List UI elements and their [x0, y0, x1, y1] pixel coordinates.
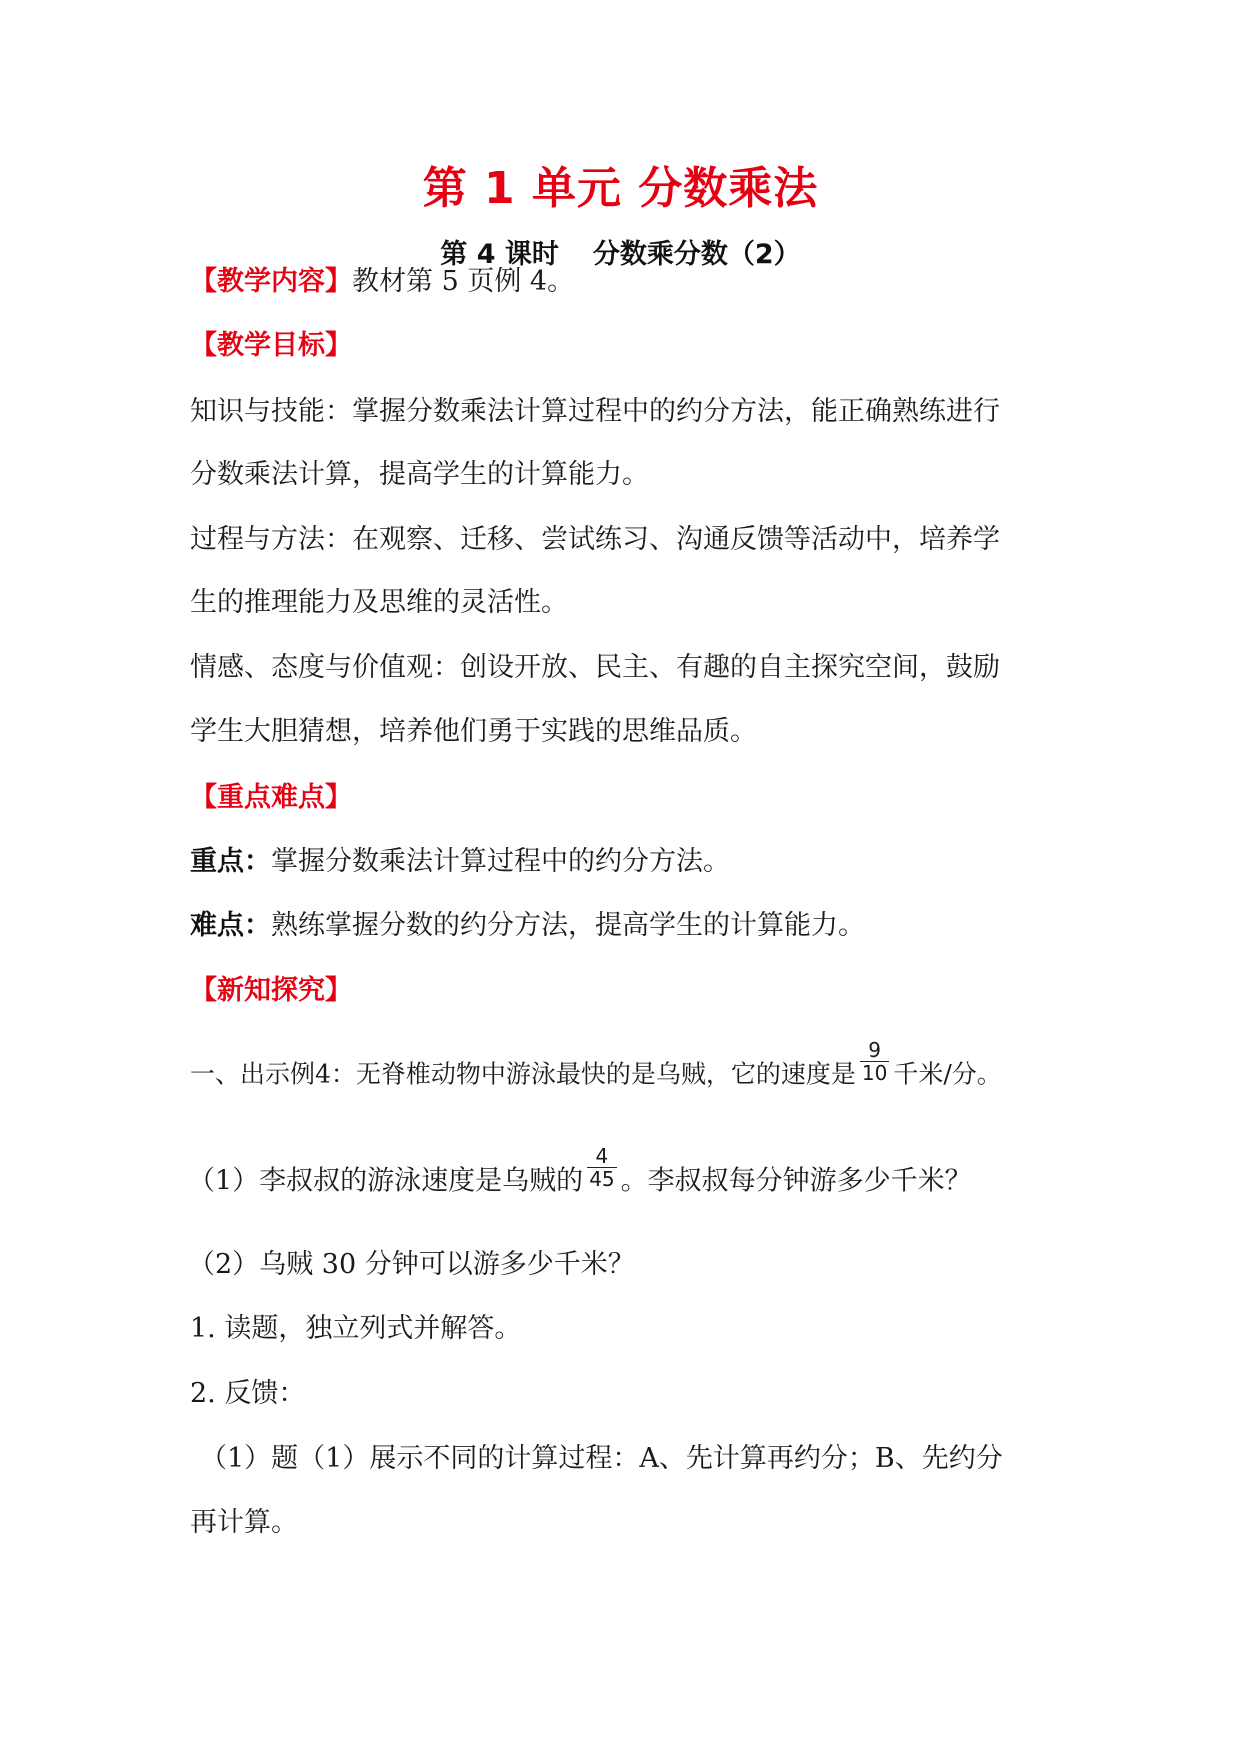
fraction-four-fortyfifths	[587, 1146, 616, 1190]
goal-line: 知识与技能：掌握分数乘法计算过程中的约分方法，能正确熟练进行	[190, 396, 1000, 427]
question-1-suffix: 。李叔叔每分钟游多少千米？	[620, 1165, 972, 1197]
teaching-goals-heading	[190, 330, 352, 362]
key-text: 掌握分数乘法计算过程中的约分方法。	[271, 846, 730, 877]
goal-line: 生的推理能力及思维的灵活性。	[190, 587, 568, 618]
difficult-label: 难点：	[190, 910, 271, 941]
teaching-content-line	[190, 266, 574, 298]
key-points-heading	[190, 782, 352, 814]
new-knowledge-heading-text: 【新知探究】	[190, 975, 352, 1006]
key-point-line	[190, 846, 730, 878]
unit-title: 第 1 单元 分数乘法	[422, 163, 819, 214]
step-1-line: 1. 读题，独立列式并解答。	[190, 1313, 522, 1344]
fraction-numerator: 9	[868, 1038, 882, 1062]
difficult-text: 熟练掌握分数的约分方法，提高学生的计算能力。	[271, 910, 865, 941]
fraction-denominator: 10	[861, 1061, 888, 1085]
feedback-line: （1）题（1）展示不同的计算过程：A、先计算再约分；B、先约分	[200, 1443, 1003, 1474]
goal-line: 过程与方法：在观察、迁移、尝试练习、沟通反馈等活动中，培养学	[190, 524, 1000, 555]
lesson-subtitle	[0, 232, 1241, 271]
example-suffix: 千米/分。	[893, 1059, 1002, 1089]
new-knowledge-heading	[190, 975, 352, 1007]
goal-line: 情感、态度与价值观：创设开放、民主、有趣的自主探究空间，鼓励	[190, 652, 1000, 683]
step-2-line: 2. 反馈：	[190, 1378, 306, 1409]
teaching-content-text: 教材第 5 页例 4。	[352, 266, 575, 297]
teaching-content-heading: 【教学内容】	[190, 266, 352, 297]
question-1-prefix: （1）李叔叔的游泳速度是乌贼的	[188, 1165, 584, 1197]
key-label: 重点：	[190, 846, 271, 877]
example-line	[190, 1038, 1002, 1098]
teaching-goals-heading-text: 【教学目标】	[190, 330, 352, 361]
question-1-line	[188, 1144, 972, 1204]
question-2-line: （2）乌贼 30 分钟可以游多少千米？	[188, 1249, 635, 1280]
key-points-heading-text: 【重点难点】	[190, 782, 352, 813]
lesson-number: 第 4 课时	[440, 239, 559, 270]
fraction-nine-tenths	[860, 1040, 889, 1084]
goal-line: 分数乘法计算，提高学生的计算能力。	[190, 459, 649, 490]
difficult-point-line	[190, 910, 865, 942]
fraction-numerator: 4	[595, 1144, 609, 1168]
example-prefix: 一、出示例4：无脊椎动物中游泳最快的是乌贼，它的速度是	[190, 1059, 856, 1089]
goal-line: 学生大胆猜想，培养他们勇于实践的思维品质。	[190, 716, 757, 747]
fraction-denominator: 45	[589, 1167, 615, 1191]
lesson-topic: 分数乘分数（2）	[592, 239, 801, 270]
feedback-line: 再计算。	[190, 1507, 298, 1538]
